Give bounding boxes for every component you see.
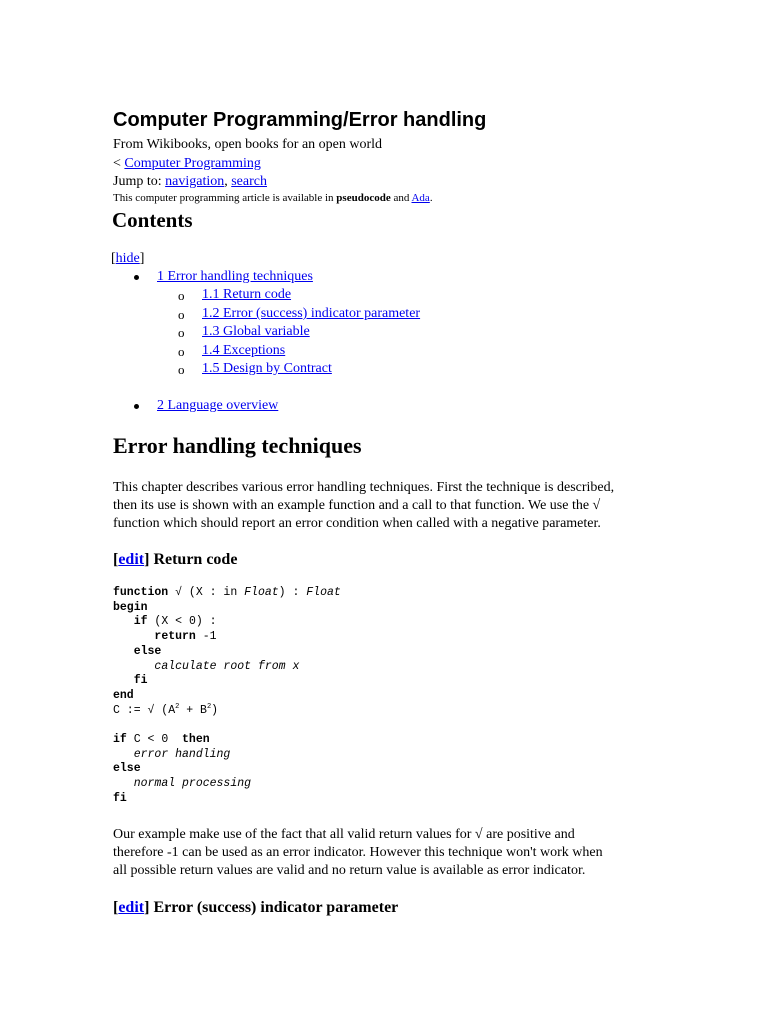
edit-bracket-open: [ <box>113 899 119 916</box>
toc-subbullet: o <box>178 362 185 377</box>
toc-item-1[interactable]: 1 Error handling techniques <box>157 269 313 284</box>
edit-link[interactable]: edit <box>118 899 145 916</box>
code-block: function √ (X : in Float) : Float begin if (X < 0) : return -1 else calculate root from x fi end C := √ $(A^2 + B^2)$ if C < 0 then error handling else normal processing fi <box>113 586 341 805</box>
edit-bracket-open: [ <box>113 551 119 568</box>
toc-hide-link[interactable]: hide <box>115 251 140 266</box>
availability-ada-link[interactable]: Ada <box>411 192 430 204</box>
toc-hide-bracket-close: ] <box>139 251 145 266</box>
breadcrumb-link-computer-programming[interactable]: Computer Programming <box>124 156 261 171</box>
section-outro <box>113 826 658 880</box>
outro-line: all possible return values are valid and no return value is available as error indicator. <box>113 863 586 878</box>
intro-line: then its use is shown with an example function and a call to that function. We use the √ <box>113 498 601 513</box>
subsection-indicator-parameter-heading <box>113 898 398 918</box>
site-subtitle: From Wikibooks, open books for an open world <box>113 137 383 152</box>
section-heading: Error handling techniques <box>113 433 362 458</box>
subsection-title: Error (success) indicator parameter <box>149 899 399 916</box>
edit-link[interactable]: edit <box>118 551 145 568</box>
breadcrumb <box>113 155 261 173</box>
toc-item-1-1[interactable]: 1.1 Return code <box>202 287 292 302</box>
jump-navigation-link[interactable]: navigation <box>165 174 225 189</box>
availability-pseudocode: pseudocode <box>336 192 391 204</box>
jump-to-label: Jump to: <box>113 174 166 189</box>
toc-item-1-4[interactable]: 1.4 Exceptions <box>202 343 286 358</box>
edit-bracket-close: ] <box>144 899 150 916</box>
jump-search-link[interactable]: search <box>231 174 267 189</box>
subsection-return-code-heading <box>113 550 237 570</box>
outro-line: therefore -1 can be used as an error indicator. However this technique won't work when <box>113 845 603 860</box>
toc-subbullet: o <box>178 325 185 340</box>
subsection-title: Return code <box>149 551 238 568</box>
toc-item-1-3[interactable]: 1.3 Global variable <box>202 324 310 339</box>
toc-subbullet: o <box>178 288 185 303</box>
outro-line: Our example make use of the fact that all valid return values for √ are positive and <box>113 827 575 842</box>
availability-text: This computer programming article is available in <box>113 192 337 204</box>
toc-item-1-5[interactable]: 1.5 Design by Contract <box>202 361 332 376</box>
jump-separator: , <box>224 174 232 189</box>
availability-period: . <box>429 192 433 204</box>
availability-and: and <box>390 192 412 204</box>
toc-subbullet: o <box>178 344 185 359</box>
toc-bullet <box>134 275 139 280</box>
page-title: Computer Programming/Error handling <box>113 109 487 131</box>
intro-line: function which should report an error condition when called with a negative parameter. <box>113 516 601 531</box>
jump-to-bar <box>113 173 267 191</box>
toc-bullet <box>134 404 139 409</box>
section-intro <box>113 479 658 533</box>
toc-subbullet: o <box>178 307 185 322</box>
availability-note <box>113 191 433 205</box>
intro-line: This chapter describes various error handling techniques. First the technique is described, <box>113 480 615 495</box>
toc-hide-bracket-open: [ <box>111 251 116 266</box>
toc-item-2[interactable]: 2 Language overview <box>157 398 279 413</box>
toc-item-1-2[interactable]: 1.2 Error (success) indicator parameter <box>202 306 421 321</box>
toc-heading: Contents <box>112 208 193 232</box>
breadcrumb-prefix: < <box>113 156 125 171</box>
toc-hide-toggle <box>111 250 144 268</box>
edit-bracket-close: ] <box>144 551 150 568</box>
